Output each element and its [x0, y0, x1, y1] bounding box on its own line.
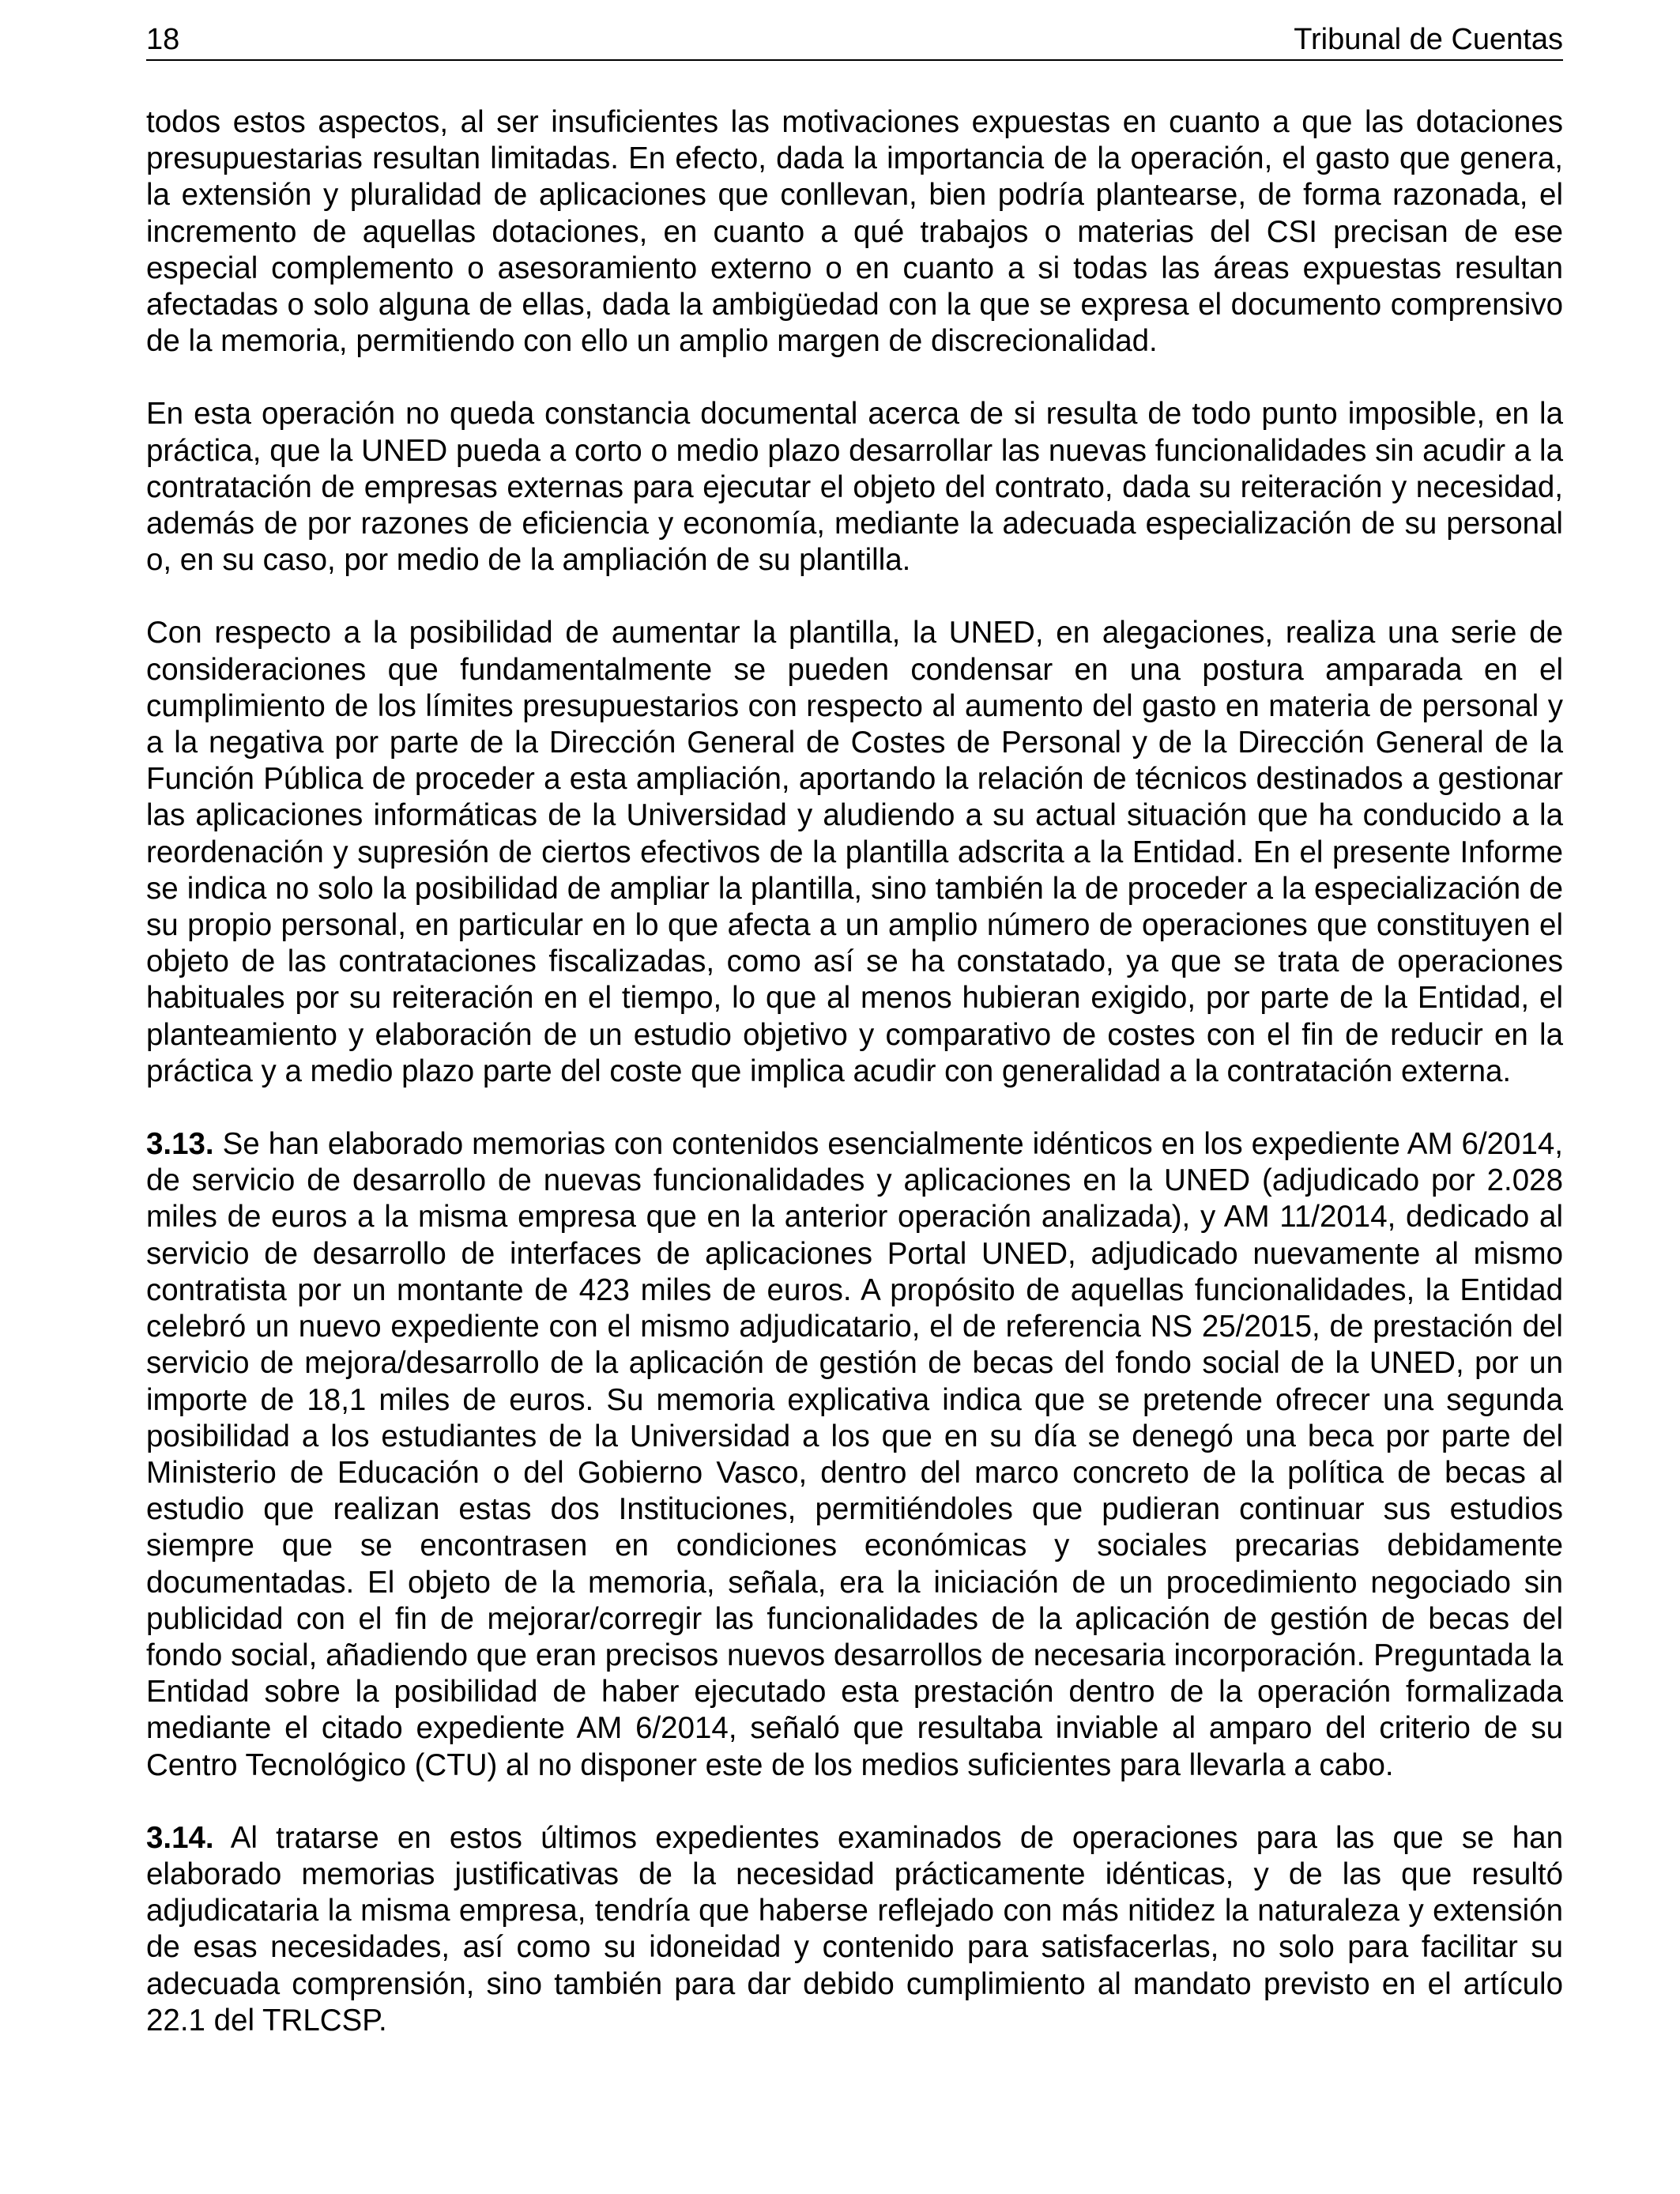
page-number: 18	[146, 23, 180, 56]
paragraph-text: En esta operación no queda constancia documental acerca de si resulta de todo punto imposible, en la práctica, que la UNED pueda a corto o medio plazo desarrollar las nuevas funcionalidades sin acudir a la contratación de empresas externas para ejecutar el objeto del contrato, dada su reiteración y necesidad, además de por razones de eficiencia y economía, mediante la adecuada especialización de su personal o, en su caso, por medio de la ampliación de su plantilla.	[146, 397, 1563, 578]
section-number: 3.14.	[146, 1820, 214, 1855]
paragraph-3-14	[146, 1820, 1563, 2039]
paragraph	[146, 104, 1563, 360]
paragraph-text: Con respecto a la posibilidad de aumentar la plantilla, la UNED, en alegaciones, realiza una serie de consideraciones que fundamentalmente se pueden condensar en una postura amparada en el cumplimiento de los límites presupuestarios con respecto al aumento del gasto en materia de personal y a la negativa por parte de la Dirección General de Costes de Personal y de la Dirección General de la Función Pública de proceder a esta ampliación, aportando la relación de técnicos destinados a gestionar las aplicaciones informáticas de la Universidad y aludiendo a su actual situación que ha conducido a la reordenación y supresión de ciertos efectivos de la plantilla adscrita a la Entidad. En el presente Informe se indica no solo la posibilidad de ampliar la plantilla, sino también la de proceder a la especialización de su propio personal, en particular en lo que afecta a un amplio número de operaciones que constituyen el objeto de las contrataciones fiscalizadas, como así se ha constatado, ya que se trata de operaciones habituales por su reiteración en el tiempo, lo que al menos hubieran exigido, por parte de la Entidad, el planteamiento y elaboración de un estudio objetivo y comparativo de costes con el fin de reducir en la práctica y a medio plazo parte del coste que implica acudir con generalidad a la contratación externa.	[146, 616, 1563, 1088]
document-page	[146, 0, 1563, 2194]
paragraph-3-13	[146, 1126, 1563, 1784]
page-header	[146, 20, 1563, 61]
paragraph	[146, 396, 1563, 579]
paragraph-text: Se han elaborado memorias con contenidos esencialmente idénticos en los expediente AM 6/2014, de servicio de desarrollo de nuevas funcionalidades y aplicaciones en la UNED (adjudicado por 2.028 miles de euros a la misma empresa que en la anterior operación analizada), y AM 11/2014, dedicado al servicio de desarrollo de interfaces de aplicaciones Portal UNED, adjudicado nuevamente al mismo contratista por un montante de 423 miles de euros. A propósito de aquellas funcionalidades, la Entidad celebró un nuevo expediente con el mismo adjudicatario, el de referencia NS 25/2015, de prestación del servicio de mejora/desarrollo de la aplicación de gestión de becas del fondo social de la UNED, por un importe de 18,1 miles de euros. Su memoria explicativa indica que se pretende ofrecer una segunda posibilidad a los estudiantes de la Universidad a los que en su día se denegó una beca por parte del Ministerio de Educación o del Gobierno Vasco, dentro del marco concreto de la política de becas al estudio que realizan estas dos Instituciones, permitiéndoles que pudieran continuar sus estudios siempre que se encontrasen en condiciones económicas y sociales precarias debidamente documentadas. El objeto de la memoria, señala, era la iniciación de un procedimiento negociado sin publicidad con el fin de mejorar/corregir las funcionalidades de la aplicación de gestión de becas del fondo social, añadiendo que eran precisos nuevos desarrollos de necesaria incorporación. Preguntada la Entidad sobre la posibilidad de haber ejecutado esta prestación dentro de la operación formalizada mediante el citado expediente AM 6/2014, señaló que resultaba inviable al amparo del criterio de su Centro Tecnológico (CTU) al no disponer este de los medios suficientes para llevarla a cabo.	[146, 1127, 1563, 1782]
paragraph	[146, 615, 1563, 1090]
document-body	[146, 104, 1563, 2039]
section-number: 3.13.	[146, 1127, 214, 1162]
running-title: Tribunal de Cuentas	[1294, 23, 1563, 56]
paragraph-text: Al tratarse en estos últimos expedientes examinados de operaciones para las que se han elaborado memorias justificativas de la necesidad prácticamente idénticas, y de las que resultó adjudicataria la misma empresa, tendría que haberse reflejado con más nitidez la naturaleza y extensión de esas necesidades, así como su idoneidad y contenido para satisfacerlas, no solo para facilitar su adecuada comprensión, sino también para dar debido cumplimiento al mandato previsto en el artículo 22.1 del TRLCSP.	[146, 1820, 1563, 2038]
paragraph-text: todos estos aspectos, al ser insuficientes las motivaciones expuestas en cuanto a que las dotaciones presupuestarias resultan limitadas. En efecto, dada la importancia de la operación, el gasto que genera, la extensión y pluralidad de aplicaciones que conllevan, bien podría plantearse, de forma razonada, el incremento de aquellas dotaciones, en cuanto a qué trabajos o materias del CSI precisan de ese especial complemento o asesoramiento externo o en cuanto a si todas las áreas expuestas resultan afectadas o solo alguna de ellas, dada la ambigüedad con la que se expresa el documento comprensivo de la memoria, permitiendo con ello un amplio margen de discrecionalidad.	[146, 105, 1563, 359]
